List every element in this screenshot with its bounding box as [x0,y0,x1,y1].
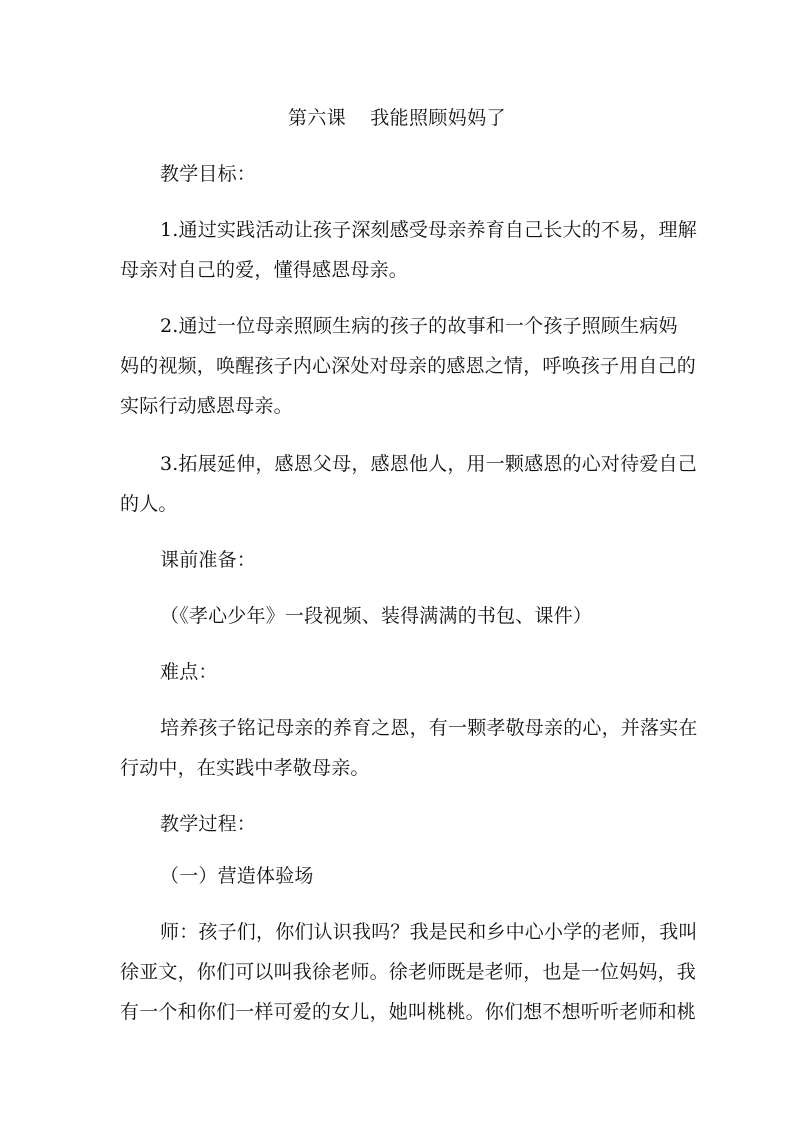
teacher-line-3: 有一个和你们一样可爱的女儿，她叫桃桃。你们想不想听听老师和桃 [120,1001,697,1023]
goal-1-line-2: 母亲对自己的爱，懂得感恩母亲。 [120,259,409,281]
goal-2-line-2: 妈的视频，唤醒孩子内心深处对母亲的感恩之情，呼唤孩子用自己的 [120,355,697,377]
process-heading: 教学过程： [160,813,257,835]
lesson-name: 我能照顾妈妈了 [370,107,506,129]
prep-text: （《孝心少年》一段视频、装得满满的书包、课件） [160,605,593,627]
lesson-number: 第六课 [287,107,347,129]
goal-3-line-2: 的人。 [120,493,178,515]
difficulty-line-1: 培养孩子铭记母亲的养育之恩，有一颗孝敬母亲的心，并落实在 [160,717,698,739]
goal-2-line-3: 实际行动感恩母亲。 [120,395,293,417]
goal-1-line-1: 1.通过实践活动让孩子深刻感受母亲养育自己长大的不易，理解 [160,219,697,241]
prep-heading: 课前准备： [160,549,257,571]
lesson-title [0,106,794,130]
teacher-line-1: 师：孩子们，你们认识我吗？我是民和乡中心小学的老师，我叫 [160,921,698,943]
section-1-heading: （一）营造体验场 [160,865,314,887]
goal-2-line-1: 2.通过一位母亲照顾生病的孩子的故事和一个孩子照顾生病妈 [160,315,678,337]
goals-heading: 教学目标： [160,163,257,185]
teacher-line-2: 徐亚文，你们可以叫我徐老师。徐老师既是老师，也是一位妈妈，我 [120,961,697,983]
difficulty-line-2: 行动中，在实践中孝敬母亲。 [120,757,370,779]
goal-3-line-1: 3.拓展延伸，感恩父母，感恩他人，用一颗感恩的心对待爱自己 [160,453,697,475]
difficulty-heading: 难点： [160,661,218,683]
